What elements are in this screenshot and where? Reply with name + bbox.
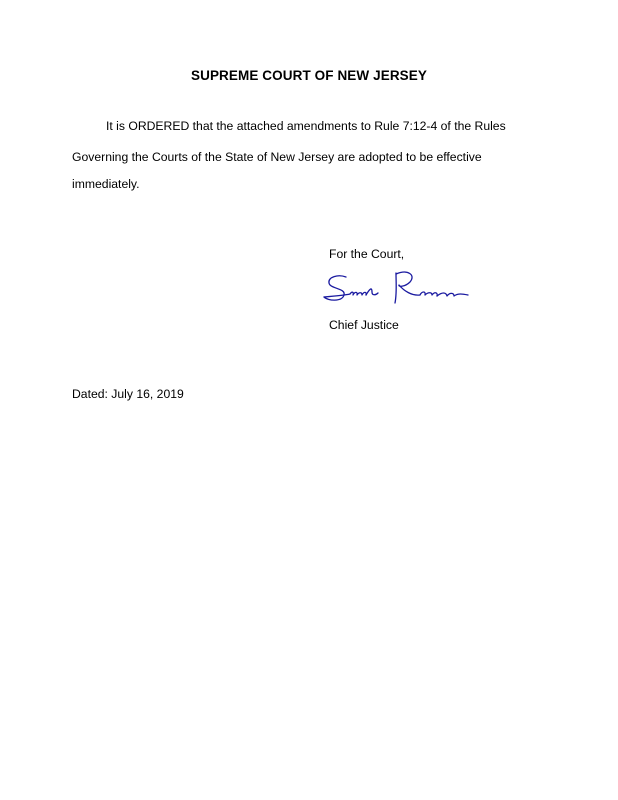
order-text-line-3: immediately. — [72, 177, 140, 191]
order-text-line-2: Governing the Courts of the State of New Jersey are adopted to be effective — [72, 150, 482, 164]
order-text-line-1: It is ORDERED that the attached amendments to Rule 7:12-4 of the Rules — [106, 119, 506, 133]
court-title: SUPREME COURT OF NEW JERSEY — [191, 68, 427, 83]
signer-title: Chief Justice — [329, 318, 399, 332]
handwritten-signature — [316, 265, 484, 315]
date-line: Dated: July 16, 2019 — [72, 387, 184, 401]
closing-text: For the Court, — [329, 247, 405, 261]
